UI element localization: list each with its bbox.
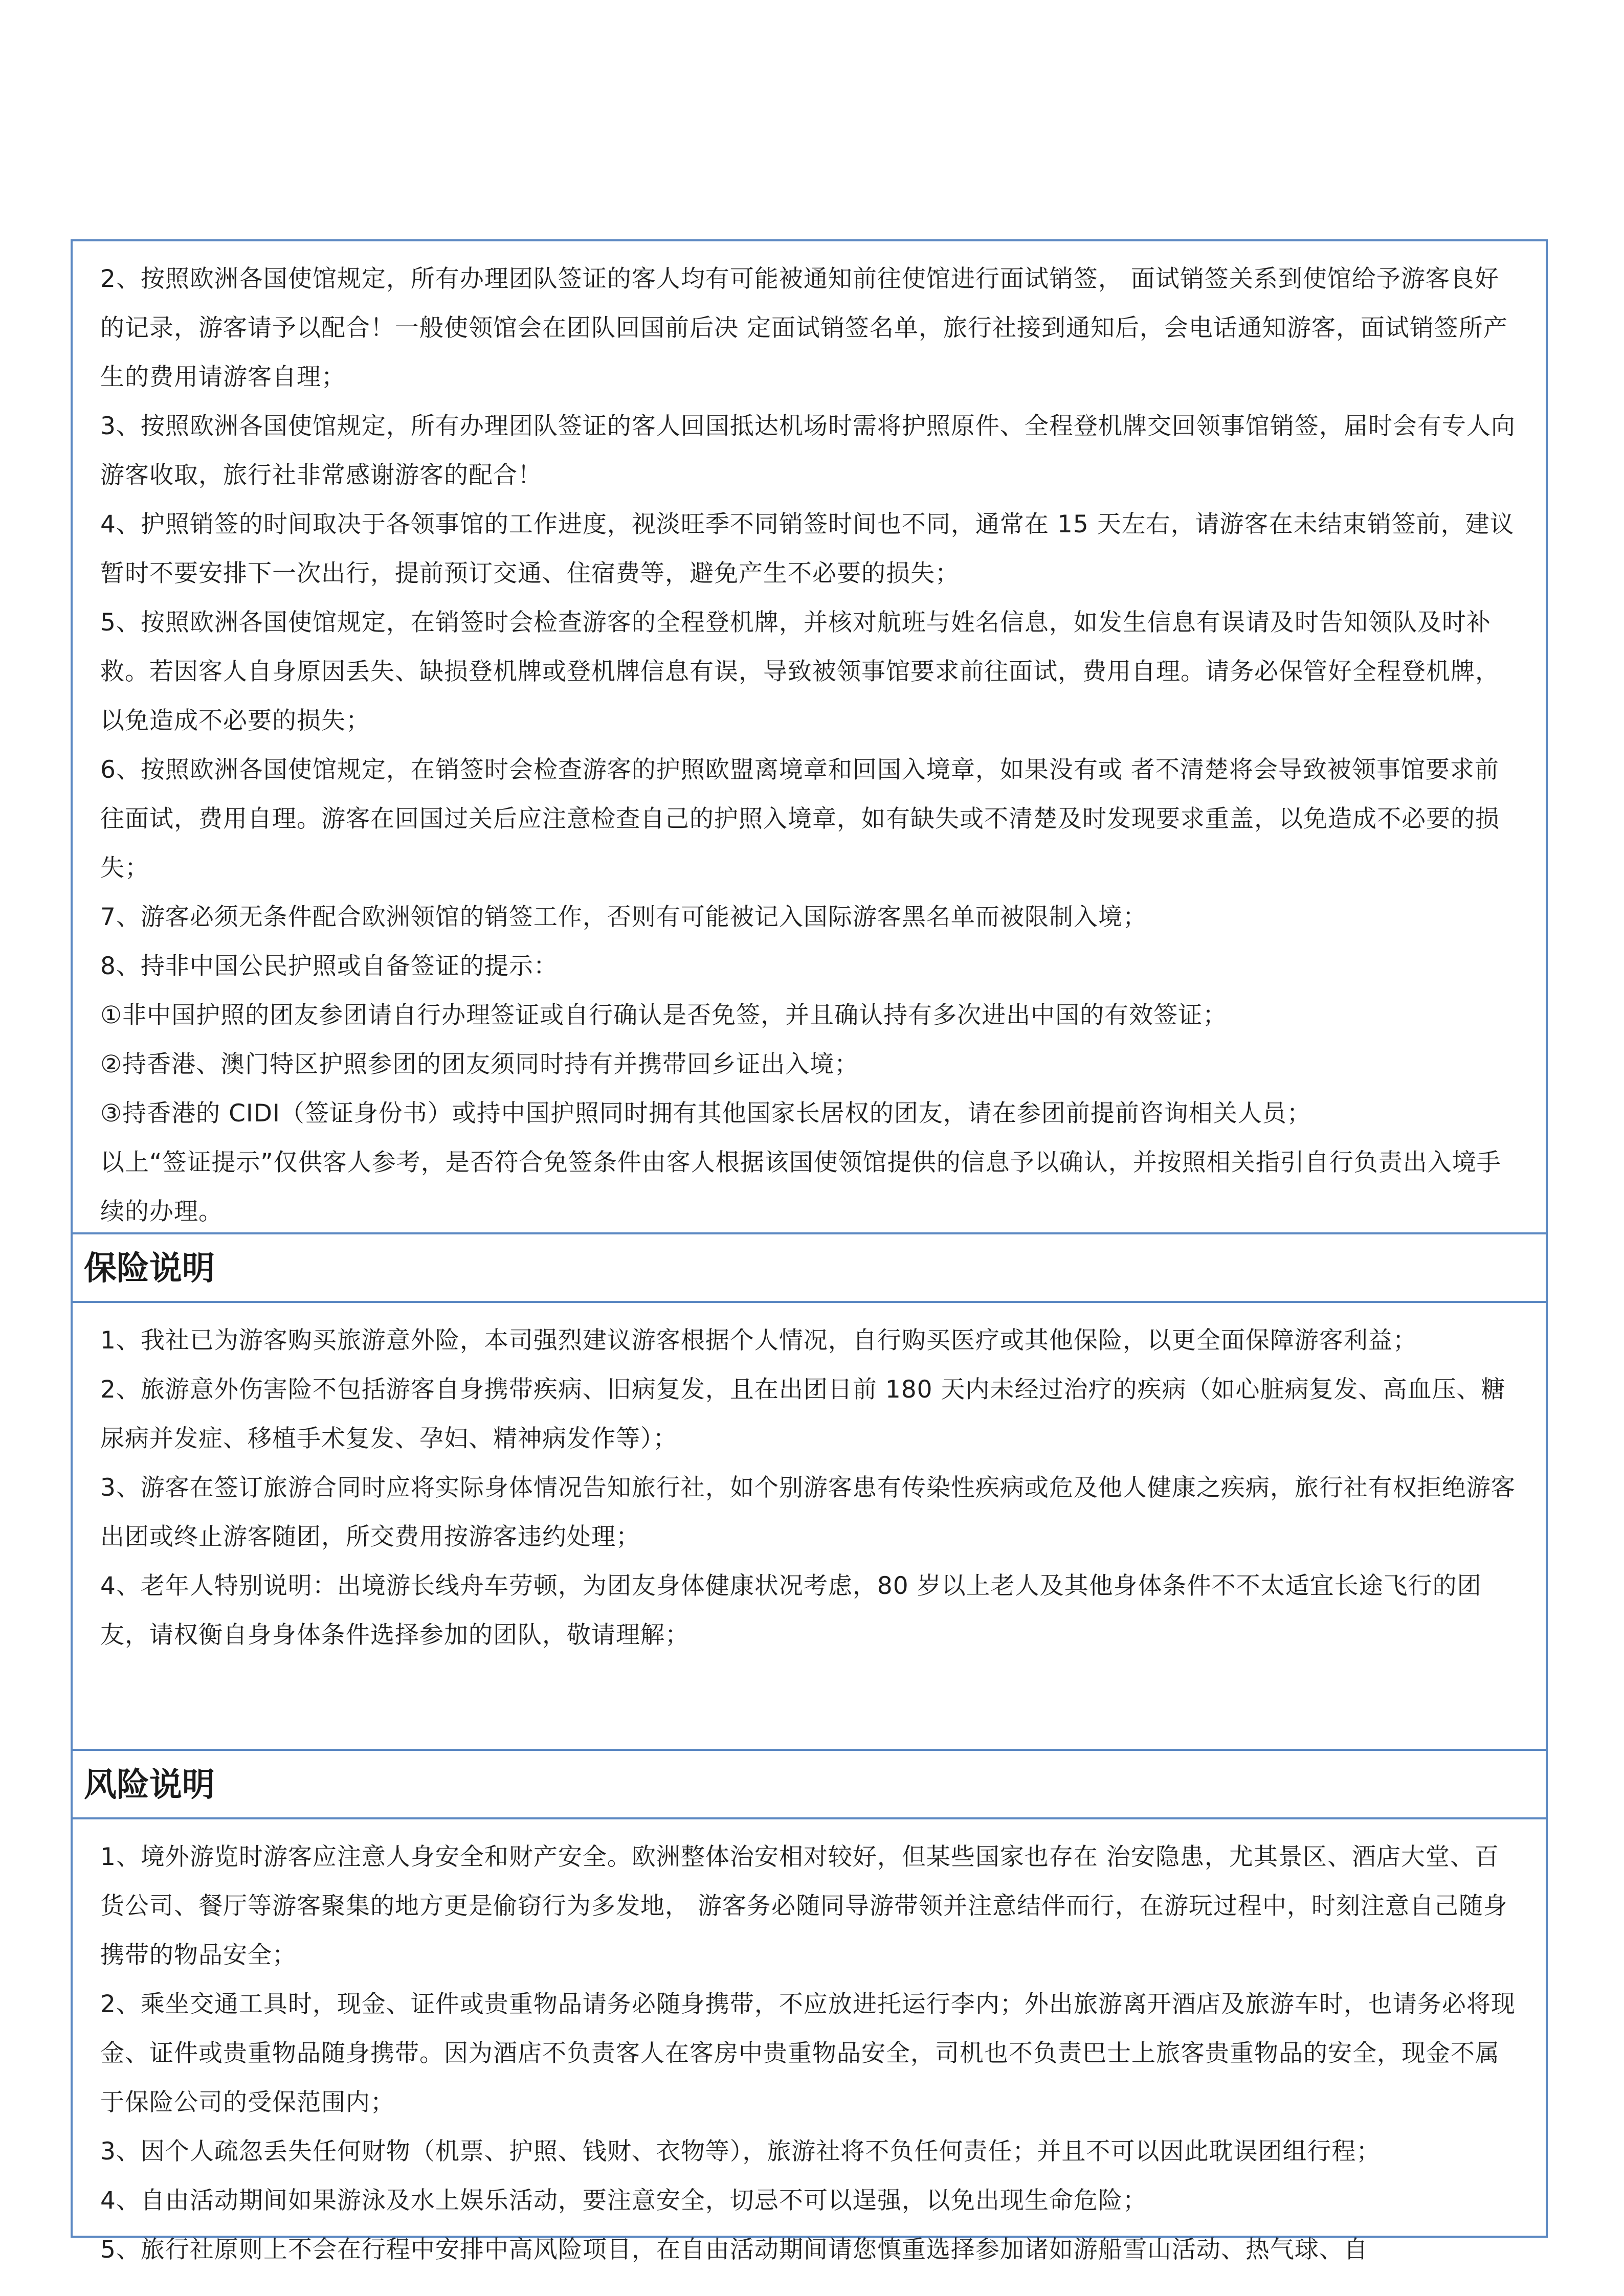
visa-note-8-3: ③持香港的 CIDI（签证身份书）或持中国护照同时拥有其他国家长居权的团友，请在参团前提前咨询相关人员； [100,1099,1311,1128]
visa-note-6: 6、按照欧洲各国使馆规定，在销签时会检查游客的护照欧盟离境章和回国入境章，如果没有或 者不清楚将会导致被领事馆要求前往面试，费用自理。游客在回国过关后应注意检查自己的护照入境章，如有缺失或不清楚及时发现要求重盖，以免造成不必要的损失； [100,756,1500,882]
visa-note-3: 3、按照欧洲各国使馆规定，所有办理团队签证的客人回国抵达机场时需将护照原件、全程登机牌交回领事馆销签，届时会有专人向游客收取，旅行社非常感谢游客的配合！ [100,412,1516,489]
insurance-title: 保险说明 [84,1250,215,1288]
insurance-heading-bar [73,1232,1546,1303]
visa-disclaimer: 以上“签证提示”仅供客人参考，是否符合免签条件由客人根据该国使领馆提供的信息予以确认，并按照相关指引自行负责出入境手续的办理。 [100,1149,1501,1226]
visa-notes-section [73,241,1546,1232]
insurance-note-2: 2、旅游意外伤害险不包括游客自身携带疾病、旧病复发，且在出团日前 180 天内未经过治疗的疾病（如心脏病复发、高血压、糖尿病并发症、移植手术复发、孕妇、精神病发作等）； [100,1376,1506,1453]
visa-note-8: 8、持非中国公民护照或自备签证的提示： [100,952,558,980]
insurance-note-1: 1、我社已为游客购买旅游意外险，本司强烈建议游客根据个人情况，自行购买医疗或其他保险，以更全面保障游客利益； [100,1326,1417,1355]
risk-note-2: 2、乘坐交通工具时，现金、证件或贵重物品请务必随身携带，不应放进托运行李内；外出旅游离开酒店及旅游车时，也请务必将现金、证件或贵重物品随身携带。因为酒店不负责客人在客房中贵重物品安全，司机也不负责巴士上旅客贵重物品的安全，现金不属于保险公司的受保范围内； [100,1990,1516,2117]
risk-note-1: 1、境外游览时游客应注意人身安全和财产安全。欧洲整体治安相对较好，但某些国家也存在 治安隐患，尤其景区、酒店大堂、百货公司、餐厅等游客聚集的地方更是偷窃行为多发地， 游客务必随同导游带领并注意结伴而行，在游玩过程中，时刻注意自己随身携带的物品安全； [100,1843,1508,1969]
insurance-note-3: 3、游客在签订旅游合同时应将实际身体情况告知旅行社，如个别游客患有传染性疾病或危及他人健康之疾病，旅行社有权拒绝游客出团或终止游客随团，所交费用按游客违约处理； [100,1474,1516,1551]
insurance-note-4: 4、老年人特别说明：出境游长线舟车劳顿，为团友身体健康状况考虑，80 岁以上老人及其他身体条件不不太适宜长途飞行的团友，请权衡自身身体条件选择参加的团队，敬请理解； [100,1572,1482,1649]
visa-note-5: 5、按照欧洲各国使馆规定，在销签时会检查游客的全程登机牌，并核对航班与姓名信息，如发生信息有误请及时告知领队及时补救。若因客人自身原因丢失、缺损登机牌或登机牌信息有误，导致被领事馆要求前往面试，费用自理。请务必保管好全程登机牌，以免造成不必要的损失； [100,609,1500,735]
insurance-section [73,1303,1546,1749]
risk-note-3: 3、因个人疏忽丢失任何财物（机票、护照、钱财、衣物等），旅游社将不负任何责任；并且不可以因此耽误团组行程； [100,2137,1381,2166]
visa-note-7: 7、游客必须无条件配合欧洲领馆的销签工作，否则有可能被记入国际游客黑名单而被限制入境； [100,903,1147,931]
risk-note-5: 5、旅行社原则上不会在行程中安排中高风险项目，在自由活动期间请您慎重选择参加诸如游船雪山活动、热气球、自 [100,2236,1368,2264]
risk-heading-bar [73,1749,1546,1819]
document-frame [71,239,1548,2264]
risk-title: 风险说明 [84,1766,215,1804]
risk-note-4: 4、自由活动期间如果游泳及水上娱乐活动，要注意安全，切忌不可以逞强，以免出现生命危险； [100,2187,1147,2215]
visa-note-8-1: ①非中国护照的团友参团请自行办理签证或自行确认是否免签，并且确认持有多次进出中国的有效签证； [100,1001,1228,1029]
visa-note-8-2: ②持香港、澳门特区护照参团的团友须同时持有并携带回乡证出入境； [100,1050,859,1078]
risk-section [73,1819,1546,2264]
visa-note-4: 4、护照销签的时间取决于各领事馆的工作进度，视淡旺季不同销签时间也不同，通常在 15 天左右，请游客在未结束销签前，建议暂时不要安排下一次出行，提前预订交通、住宿费等，避免产生不必要的损失； [100,510,1515,588]
visa-note-2: 2、按照欧洲各国使馆规定，所有办理团队签证的客人均有可能被通知前往使馆进行面试销签， 面试销签关系到使馆给予游客良好的记录，游客请予以配合！一般使领馆会在团队回国前后决 定面试销签名单，旅行社接到通知后，会电话通知游客，面试销签所产生的费用请游客自理； [100,265,1508,391]
